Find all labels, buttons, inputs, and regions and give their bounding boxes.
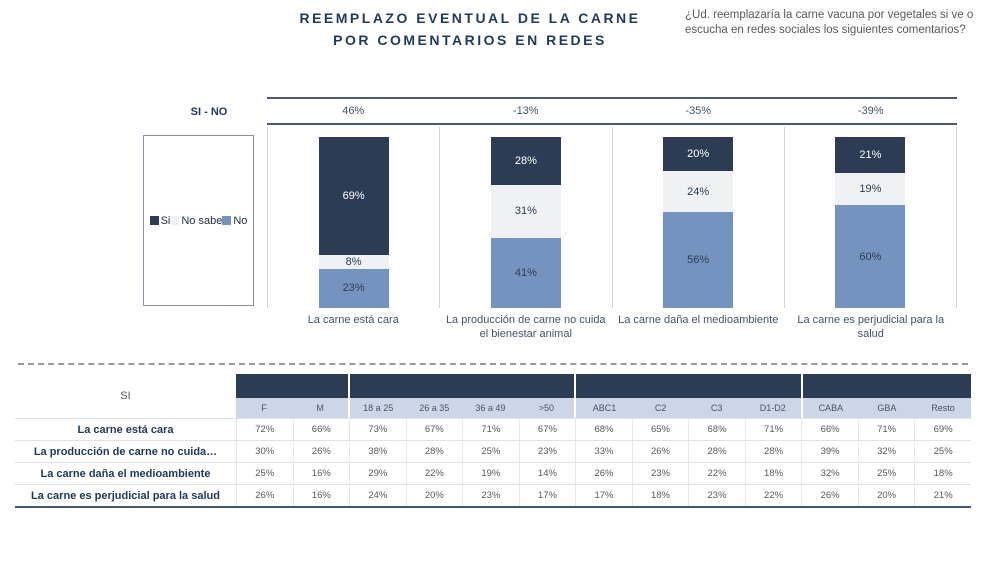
table-column-header: >50 bbox=[518, 398, 574, 418]
table-column-header: 36 a 49 bbox=[462, 398, 518, 418]
bar-column bbox=[439, 127, 611, 308]
table-value-cell: 32% bbox=[801, 463, 858, 484]
table-value-cell: 28% bbox=[745, 441, 802, 462]
legend-swatch-icon bbox=[170, 216, 179, 225]
chart-legend bbox=[143, 135, 254, 306]
page-title bbox=[255, 8, 685, 51]
dashed-separator bbox=[18, 363, 968, 365]
table-value-cell: 71% bbox=[462, 419, 519, 440]
table-value-cell: 38% bbox=[349, 441, 406, 462]
table-value-cell: 23% bbox=[519, 441, 576, 462]
survey-question: ¿Ud. reemplazaría la carne vacuna por vegetales si ve o escucha en redes sociales los siguientes comentarios? bbox=[685, 9, 974, 36]
bar-column bbox=[612, 127, 784, 308]
table-header-group-cell bbox=[633, 374, 689, 398]
table-row bbox=[15, 462, 971, 484]
table-header-group-cell bbox=[462, 374, 518, 398]
page-title-line1: REEMPLAZO EVENTUAL DE LA CARNE bbox=[299, 10, 641, 26]
table-body bbox=[15, 418, 971, 508]
table-value-cell: 16% bbox=[293, 463, 350, 484]
table-row-label: La carne es perjudicial para la salud bbox=[31, 489, 220, 502]
legend-item bbox=[170, 215, 222, 227]
table-value-cell: 18% bbox=[632, 485, 689, 506]
crosstab-table bbox=[15, 374, 971, 508]
table-header-group-cell bbox=[348, 374, 406, 398]
table-row-label: La producción de carne no cuida… bbox=[33, 445, 218, 458]
bar-column bbox=[784, 127, 956, 308]
table-value-cell: 23% bbox=[688, 485, 745, 506]
table-value-cell: 25% bbox=[858, 463, 915, 484]
table-column-header: D1-D2 bbox=[745, 398, 801, 418]
si-no-diff-value: -35% bbox=[685, 105, 712, 117]
stacked-bar bbox=[835, 137, 905, 308]
table-value-cell: 23% bbox=[462, 485, 519, 506]
table-value-cell: 24% bbox=[349, 485, 406, 506]
table-column-header: C3 bbox=[689, 398, 745, 418]
table-column-header: GBA bbox=[859, 398, 915, 418]
legend-label: No bbox=[233, 214, 248, 227]
si-no-diff-value: 46% bbox=[342, 105, 365, 117]
bar-segment: 20% bbox=[663, 137, 733, 171]
table-row bbox=[15, 440, 971, 462]
table-value-cell: 66% bbox=[801, 419, 858, 440]
table-value-cell: 28% bbox=[406, 441, 463, 462]
table-value-cell: 71% bbox=[858, 419, 915, 440]
table-value-cell: 29% bbox=[349, 463, 406, 484]
table-header-group-cell bbox=[518, 374, 574, 398]
table-value-cell: 23% bbox=[632, 463, 689, 484]
page-title-line2: POR COMENTARIOS EN REDES bbox=[333, 31, 607, 48]
table-value-cell: 26% bbox=[801, 485, 858, 506]
table-value-cell: 26% bbox=[575, 463, 632, 484]
legend-item bbox=[222, 215, 247, 227]
table-corner-label: SI bbox=[120, 390, 131, 402]
table-value-cell: 28% bbox=[688, 441, 745, 462]
si-no-diff-value: -13% bbox=[512, 105, 539, 117]
si-no-diff-row bbox=[267, 97, 957, 125]
table-value-cell: 68% bbox=[688, 419, 745, 440]
table-value-cell: 25% bbox=[236, 463, 293, 484]
table-column-header: Resto bbox=[915, 398, 971, 418]
legend-swatch-icon bbox=[222, 216, 231, 225]
category-label: La carne es perjudicial para la salud bbox=[797, 314, 945, 341]
table-value-cell: 66% bbox=[293, 419, 350, 440]
table-row bbox=[15, 418, 971, 440]
bar-segment: 31% bbox=[491, 185, 561, 238]
table-header-group-cell bbox=[406, 374, 462, 398]
table-header-group-cell bbox=[859, 374, 915, 398]
bar-segment: 24% bbox=[663, 171, 733, 212]
table-value-cell: 26% bbox=[632, 441, 689, 462]
table-header-group-cell bbox=[574, 374, 632, 398]
table-value-cell: 18% bbox=[745, 463, 802, 484]
table-column-header: ABC1 bbox=[574, 398, 632, 418]
table-value-cell: 26% bbox=[293, 441, 350, 462]
table-value-cell: 16% bbox=[293, 485, 350, 506]
table-value-cell: 32% bbox=[858, 441, 915, 462]
bar-segment: 69% bbox=[319, 137, 389, 255]
table-value-cell: 30% bbox=[236, 441, 293, 462]
si-no-diff-value: -39% bbox=[857, 105, 884, 117]
table-column-header: F bbox=[236, 398, 292, 418]
table-header-group-cell bbox=[236, 374, 292, 398]
table-value-cell: 21% bbox=[914, 485, 971, 506]
table-header-group-cell bbox=[745, 374, 801, 398]
table-value-cell: 71% bbox=[745, 419, 802, 440]
si-no-label: SI - NO bbox=[190, 106, 228, 118]
table-value-cell: 22% bbox=[745, 485, 802, 506]
bar-segment: 19% bbox=[835, 173, 905, 205]
bars-row bbox=[267, 127, 957, 308]
table-value-cell: 25% bbox=[462, 441, 519, 462]
table-value-cell: 73% bbox=[349, 419, 406, 440]
category-labels bbox=[267, 313, 957, 342]
table-value-cell: 25% bbox=[914, 441, 971, 462]
category-label: La carne daña el medioambiente bbox=[618, 314, 779, 326]
table-value-cell: 67% bbox=[406, 419, 463, 440]
stacked-bar bbox=[491, 137, 561, 308]
table-column-header: M bbox=[292, 398, 348, 418]
table-value-cell: 26% bbox=[236, 485, 293, 506]
legend-label: No sabe bbox=[181, 214, 223, 227]
table-value-cell: 39% bbox=[801, 441, 858, 462]
table-row bbox=[15, 484, 971, 506]
bar-segment: 28% bbox=[491, 137, 561, 185]
table-value-cell: 19% bbox=[462, 463, 519, 484]
category-label: La producción de carne no cuida el bienestar animal bbox=[445, 314, 606, 341]
bar-segment: 56% bbox=[663, 212, 733, 308]
table-value-cell: 22% bbox=[688, 463, 745, 484]
table-column-header: 18 a 25 bbox=[348, 398, 406, 418]
table-value-cell: 20% bbox=[858, 485, 915, 506]
bar-segment: 8% bbox=[319, 255, 389, 269]
bar-segment: 60% bbox=[835, 205, 905, 308]
legend-item bbox=[150, 215, 171, 227]
table-header-group-cell bbox=[689, 374, 745, 398]
table-value-cell: 22% bbox=[406, 463, 463, 484]
table-header-group-cell bbox=[801, 374, 859, 398]
table-value-cell: 18% bbox=[914, 463, 971, 484]
table-value-cell: 68% bbox=[575, 419, 632, 440]
table-value-cell: 17% bbox=[519, 485, 576, 506]
table-row-label: La carne daña el medioambiente bbox=[40, 467, 211, 480]
bar-segment: 21% bbox=[835, 137, 905, 173]
category-label: La carne está cara bbox=[307, 314, 399, 326]
bar-segment: 41% bbox=[491, 238, 561, 308]
table-value-cell: 69% bbox=[914, 419, 971, 440]
table-header-group-cell bbox=[915, 374, 971, 398]
legend-label: Si bbox=[160, 214, 171, 227]
legend-swatch-icon bbox=[150, 216, 159, 225]
table-value-cell: 17% bbox=[575, 485, 632, 506]
stacked-bar bbox=[319, 137, 389, 308]
table-column-header: CABA bbox=[801, 398, 859, 418]
table-value-cell: 20% bbox=[406, 485, 463, 506]
table-header-group-cell bbox=[292, 374, 348, 398]
bar-column bbox=[267, 127, 439, 308]
table-value-cell: 65% bbox=[632, 419, 689, 440]
table-value-cell: 14% bbox=[519, 463, 576, 484]
stacked-bar bbox=[663, 137, 733, 308]
table-value-cell: 33% bbox=[575, 441, 632, 462]
bar-segment: 23% bbox=[319, 269, 389, 308]
table-column-header: C2 bbox=[633, 398, 689, 418]
table-value-cell: 67% bbox=[519, 419, 576, 440]
table-row-label: La carne está cara bbox=[77, 423, 174, 436]
table-value-cell: 72% bbox=[236, 419, 293, 440]
table-column-header: 26 a 35 bbox=[406, 398, 462, 418]
